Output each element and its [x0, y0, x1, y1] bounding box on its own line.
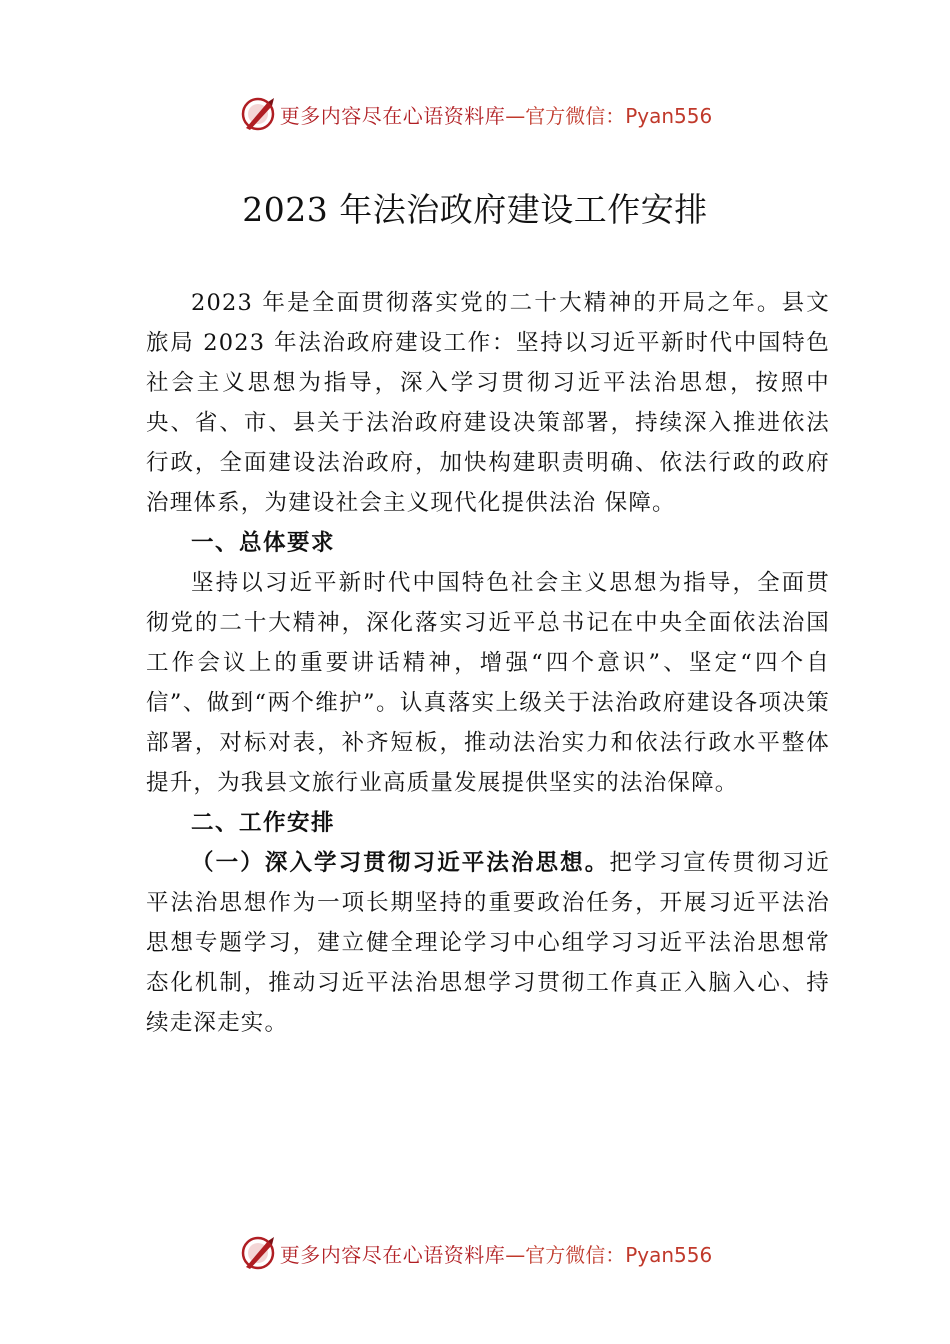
pen-nib-logo-icon	[238, 1233, 278, 1273]
banner-text: 更多内容尽在心语资料库	[279, 1242, 506, 1267]
item-1-body: 把学习宣传贯彻习近平法治思想作为一项长期坚持的重要政治任务，开展习近平法治思想专题学习，建立健全理论学习中心组学习习近平法治思想常态化机制，推动习近平法治思想学习贯彻工作真正入脑入心、持续走深走实。	[146, 850, 830, 1036]
document-body	[146, 283, 830, 1043]
section-1-paragraph: 坚持以习近平新时代中国特色社会主义思想为指导，全面贯彻党的二十大精神，深化落实习近平总书记在中央全面依法治国工作会议上的重要讲话精神，增强“四个意识”、坚定“四个自信”、做到“两个维护”。认真落实上级关于法治政府建设各项决策部署，对标对表，补齐短板，推动法治实力和依法行政水平整体提升，为我县文旅行业高质量发展提供坚实的法治保障。	[146, 570, 830, 796]
banner-text: 更多内容尽在心语资料库	[279, 103, 506, 128]
header-banner	[0, 94, 950, 134]
banner-contact: —官方微信：Pyan556	[505, 103, 713, 128]
section-heading-1: 一、总体要求	[191, 530, 336, 556]
footer-banner	[0, 1233, 950, 1273]
item-1-paragraph	[146, 843, 830, 1043]
banner-contact: —官方微信：Pyan556	[505, 1242, 713, 1267]
section-heading-2: 二、工作安排	[191, 810, 336, 836]
page-title: 2023 年法治政府建设工作安排	[242, 190, 708, 229]
pen-nib-logo-icon	[238, 94, 278, 134]
item-1-lead: （一）深入学习贯彻习近平法治思想。	[191, 850, 610, 876]
intro-paragraph: 2023 年是全面贯彻落实党的二十大精神的开局之年。县文旅局 2023 年法治政府建设工作：坚持以习近平新时代中国特色社会主义思想为指导，深入学习贯彻习近平法治思想，按照中央、省、市、县关于法治政府建设决策部署，持续深入推进依法行政，全面建设法治政府，加快构建职责明确、依法行政的政府治理体系，为建设社会主义现代化提供法治 保障。	[146, 290, 830, 516]
